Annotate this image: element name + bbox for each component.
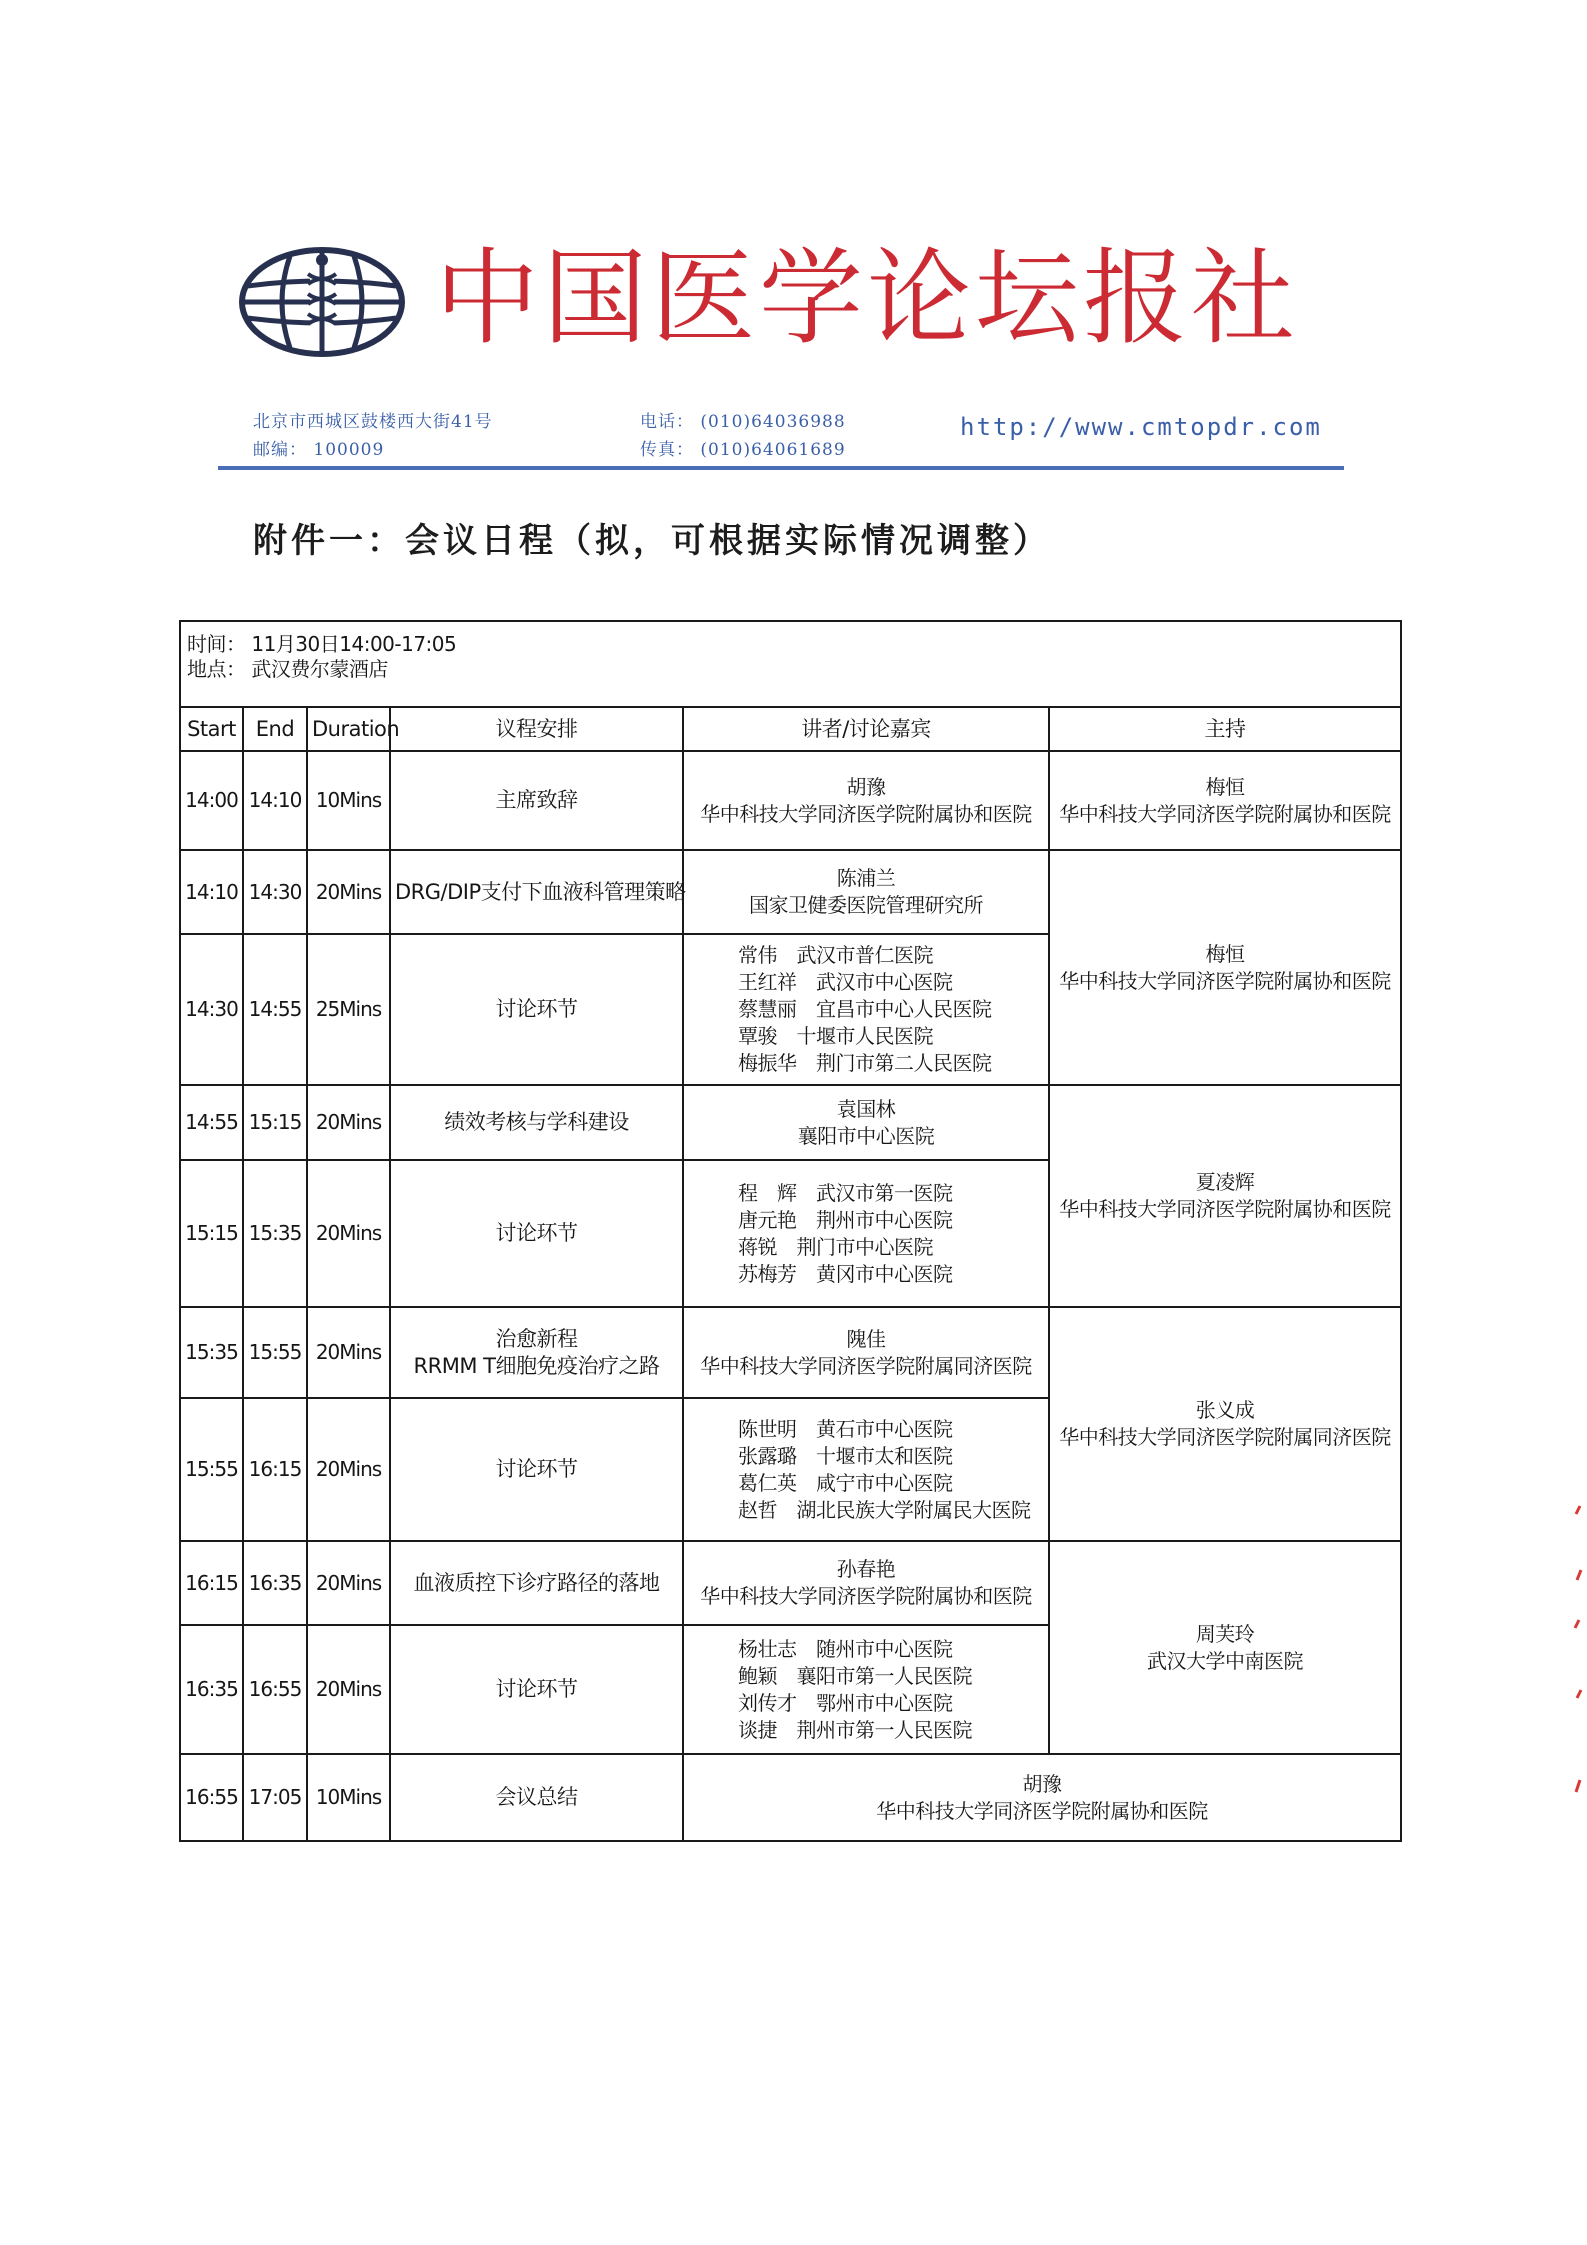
globe-caduceus-logo bbox=[238, 246, 406, 358]
cell-line: 张义成 bbox=[1195, 1398, 1255, 1422]
duration-cell: 10Mins bbox=[307, 1754, 390, 1841]
cell-line: 绩效考核与学科建设 bbox=[444, 1110, 629, 1134]
col-agenda: 议程安排 bbox=[390, 707, 683, 751]
cell-line: 华中科技大学同济医学院附属协和医院 bbox=[876, 1798, 1208, 1823]
agenda-row bbox=[180, 1307, 1401, 1398]
cell-line: 葛仁英 咸宁市中心医院 bbox=[738, 1470, 953, 1495]
col-duration: Duration bbox=[307, 707, 390, 751]
cell-line: 血液质控下诊疗路径的落地 bbox=[413, 1570, 660, 1595]
cell-line: 主席致辞 bbox=[495, 788, 578, 812]
cell-line: RRMM T细胞免疫治疗之路 bbox=[413, 1353, 660, 1378]
address-block bbox=[253, 408, 493, 464]
discussants-cell bbox=[683, 1160, 1049, 1307]
topic-cell bbox=[390, 1307, 683, 1398]
topic-cell bbox=[390, 1541, 683, 1625]
speaker-cell bbox=[683, 850, 1049, 934]
duration-cell: 25Mins bbox=[307, 934, 390, 1085]
cell-line: 常伟 武汉市普仁医院 bbox=[738, 943, 933, 967]
agenda-table bbox=[179, 620, 1402, 1842]
topic-cell bbox=[390, 1754, 683, 1841]
cell-line: 周芙玲 bbox=[1195, 1621, 1255, 1646]
cell-line: 陈浦兰 bbox=[836, 866, 896, 890]
header-row bbox=[180, 707, 1401, 751]
topic-cell bbox=[390, 751, 683, 850]
agenda-row bbox=[180, 1085, 1401, 1160]
agenda-row bbox=[180, 850, 1401, 934]
host-cell bbox=[1049, 1541, 1401, 1754]
col-start: Start bbox=[180, 707, 243, 751]
org-name-char: 报 bbox=[1082, 237, 1187, 359]
cell-line: 杨壮志 随州市中心医院 bbox=[738, 1636, 953, 1661]
cell-line: 治愈新程 bbox=[495, 1326, 578, 1351]
fax-text: 传真： (010)64061689 bbox=[640, 440, 846, 460]
start-cell: 14:00 bbox=[180, 751, 243, 850]
cell-line: 国家卫健委医院管理研究所 bbox=[749, 893, 983, 917]
org-name-char: 坛 bbox=[974, 237, 1079, 359]
cell-line: 张露璐 十堰市太和医院 bbox=[738, 1443, 953, 1468]
cell-line: 覃骏 十堰市人民医院 bbox=[738, 1024, 933, 1048]
cell-line: 梅恒 bbox=[1205, 941, 1245, 966]
topic-cell bbox=[390, 1398, 683, 1541]
cell-line: 华中科技大学同济医学院附属同济医院 bbox=[1059, 1425, 1391, 1449]
start-cell: 14:10 bbox=[180, 850, 243, 934]
cell-line: 武汉大学中南医院 bbox=[1147, 1648, 1304, 1673]
cell-line: 讨论环节 bbox=[495, 1221, 578, 1245]
attachment-title: 附件一：会议日程（拟，可根据实际情况调整） bbox=[253, 521, 1051, 561]
cell-line: 孙春艳 bbox=[836, 1557, 896, 1581]
speaker-cell bbox=[683, 1754, 1401, 1841]
end-cell: 15:55 bbox=[243, 1307, 307, 1398]
col-end: End bbox=[243, 707, 307, 751]
end-cell: 17:05 bbox=[243, 1754, 307, 1841]
end-cell: 14:10 bbox=[243, 751, 307, 850]
cell-line: 华中科技大学同济医学院附属协和医院 bbox=[700, 1584, 1032, 1608]
stamp-edge-marks bbox=[1572, 1500, 1587, 1800]
end-cell: 16:55 bbox=[243, 1625, 307, 1754]
duration-cell: 20Mins bbox=[307, 1085, 390, 1160]
topic-cell bbox=[390, 934, 683, 1085]
cell-line: 赵哲 湖北民族大学附属民大医院 bbox=[738, 1497, 1031, 1522]
end-cell: 14:30 bbox=[243, 850, 307, 934]
start-cell: 15:35 bbox=[180, 1307, 243, 1398]
cell-line: 讨论环节 bbox=[495, 1457, 578, 1481]
cell-line: 胡豫 bbox=[846, 774, 886, 799]
cell-line: 刘传才 鄂州市中心医院 bbox=[738, 1690, 953, 1715]
cell-line: 会议总结 bbox=[495, 1785, 578, 1809]
speaker-cell bbox=[683, 1085, 1049, 1160]
cell-line: 夏凌辉 bbox=[1195, 1170, 1255, 1194]
meeting-time: 时间： 11月30日14:00-17:05 bbox=[187, 632, 457, 656]
col-host: 主持 bbox=[1049, 707, 1401, 751]
host-cell bbox=[1049, 1307, 1401, 1541]
cell-line: 梅振华 荆门市第二人民医院 bbox=[738, 1051, 992, 1075]
topic-cell bbox=[390, 1085, 683, 1160]
col-speaker: 讲者/讨论嘉宾 bbox=[683, 707, 1049, 751]
duration-cell: 20Mins bbox=[307, 850, 390, 934]
meeting-place: 地点： 武汉费尔蒙酒店 bbox=[187, 657, 388, 681]
duration-cell: 20Mins bbox=[307, 1398, 390, 1541]
cell-line: 鲍颖 襄阳市第一人民医院 bbox=[738, 1663, 972, 1688]
org-name-char: 医 bbox=[650, 237, 755, 359]
cell-line: 讨论环节 bbox=[495, 997, 578, 1021]
cell-line: DRG/DIP支付下血液科管理策略 bbox=[395, 879, 686, 904]
org-name-char: 学 bbox=[758, 237, 863, 359]
org-name-char: 论 bbox=[866, 237, 971, 359]
cell-line: 谈捷 荆州市第一人民医院 bbox=[738, 1717, 972, 1742]
letterhead-divider bbox=[218, 466, 1344, 470]
cell-line: 华中科技大学同济医学院附属同济医院 bbox=[700, 1353, 1032, 1378]
cell-line: 胡豫 bbox=[1022, 1771, 1062, 1796]
cell-line: 襄阳市中心医院 bbox=[797, 1123, 935, 1148]
cell-line: 华中科技大学同济医学院附属协和医院 bbox=[700, 801, 1032, 826]
cell-line: 梅恒 bbox=[1205, 774, 1245, 799]
host-cell bbox=[1049, 751, 1401, 850]
discussants-cell bbox=[683, 934, 1049, 1085]
start-cell: 14:30 bbox=[180, 934, 243, 1085]
cell-line: 隗佳 bbox=[846, 1326, 886, 1351]
phone-block bbox=[640, 408, 846, 464]
cell-line: 陈世明 黄石市中心医院 bbox=[738, 1416, 953, 1441]
cell-line: 讨论环节 bbox=[495, 1677, 578, 1701]
website-link[interactable]: http://www.cmtopdr.com bbox=[960, 413, 1322, 441]
duration-cell: 20Mins bbox=[307, 1625, 390, 1754]
discussants-cell bbox=[683, 1398, 1049, 1541]
speaker-cell bbox=[683, 751, 1049, 850]
host-cell bbox=[1049, 850, 1401, 1085]
org-name-char: 中 bbox=[435, 237, 540, 359]
host-cell bbox=[1049, 1085, 1401, 1307]
org-name-char: 国 bbox=[542, 237, 647, 359]
agenda-row bbox=[180, 1541, 1401, 1625]
end-cell: 14:55 bbox=[243, 934, 307, 1085]
org-name bbox=[435, 228, 1295, 368]
end-cell: 15:15 bbox=[243, 1085, 307, 1160]
end-cell: 15:35 bbox=[243, 1160, 307, 1307]
topic-cell bbox=[390, 1625, 683, 1754]
meeting-info bbox=[180, 621, 1401, 707]
phone-text: 电话： (010)64036988 bbox=[640, 412, 846, 432]
cell-line: 唐元艳 荆州市中心医院 bbox=[738, 1207, 953, 1232]
duration-cell: 10Mins bbox=[307, 751, 390, 850]
cell-line: 苏梅芳 黄冈市中心医院 bbox=[738, 1261, 953, 1286]
start-cell: 16:15 bbox=[180, 1541, 243, 1625]
start-cell: 16:35 bbox=[180, 1625, 243, 1754]
address-text: 北京市西城区鼓楼西大街41号 bbox=[253, 412, 493, 432]
topic-cell bbox=[390, 850, 686, 934]
start-cell: 15:15 bbox=[180, 1160, 243, 1307]
cell-line: 蒋锐 荆门市中心医院 bbox=[738, 1234, 933, 1259]
end-cell: 16:15 bbox=[243, 1398, 307, 1541]
postcode-text: 邮编： 100009 bbox=[253, 440, 385, 460]
duration-cell: 20Mins bbox=[307, 1307, 390, 1398]
cell-line: 华中科技大学同济医学院附属协和医院 bbox=[1059, 801, 1391, 826]
agenda-row bbox=[180, 751, 1401, 850]
discussants-cell bbox=[683, 1625, 1049, 1754]
speaker-cell bbox=[683, 1307, 1049, 1398]
topic-cell bbox=[390, 1160, 683, 1307]
meeting-info-row bbox=[180, 621, 1401, 707]
speaker-cell bbox=[683, 1541, 1049, 1625]
start-cell: 16:55 bbox=[180, 1754, 243, 1841]
cell-line: 袁国林 bbox=[836, 1096, 896, 1121]
start-cell: 14:55 bbox=[180, 1085, 243, 1160]
start-cell: 15:55 bbox=[180, 1398, 243, 1541]
cell-line: 程 辉 武汉市第一医院 bbox=[738, 1180, 953, 1205]
agenda-row bbox=[180, 1754, 1401, 1841]
cell-line: 华中科技大学同济医学院附属协和医院 bbox=[1059, 968, 1391, 993]
cell-line: 华中科技大学同济医学院附属协和医院 bbox=[1059, 1197, 1391, 1221]
duration-cell: 20Mins bbox=[307, 1160, 390, 1307]
org-name-char: 社 bbox=[1190, 237, 1295, 359]
cell-line: 蔡慧丽 宜昌市中心人民医院 bbox=[738, 997, 992, 1021]
duration-cell: 20Mins bbox=[307, 1541, 390, 1625]
cell-line: 王红祥 武汉市中心医院 bbox=[738, 970, 953, 994]
end-cell: 16:35 bbox=[243, 1541, 307, 1625]
